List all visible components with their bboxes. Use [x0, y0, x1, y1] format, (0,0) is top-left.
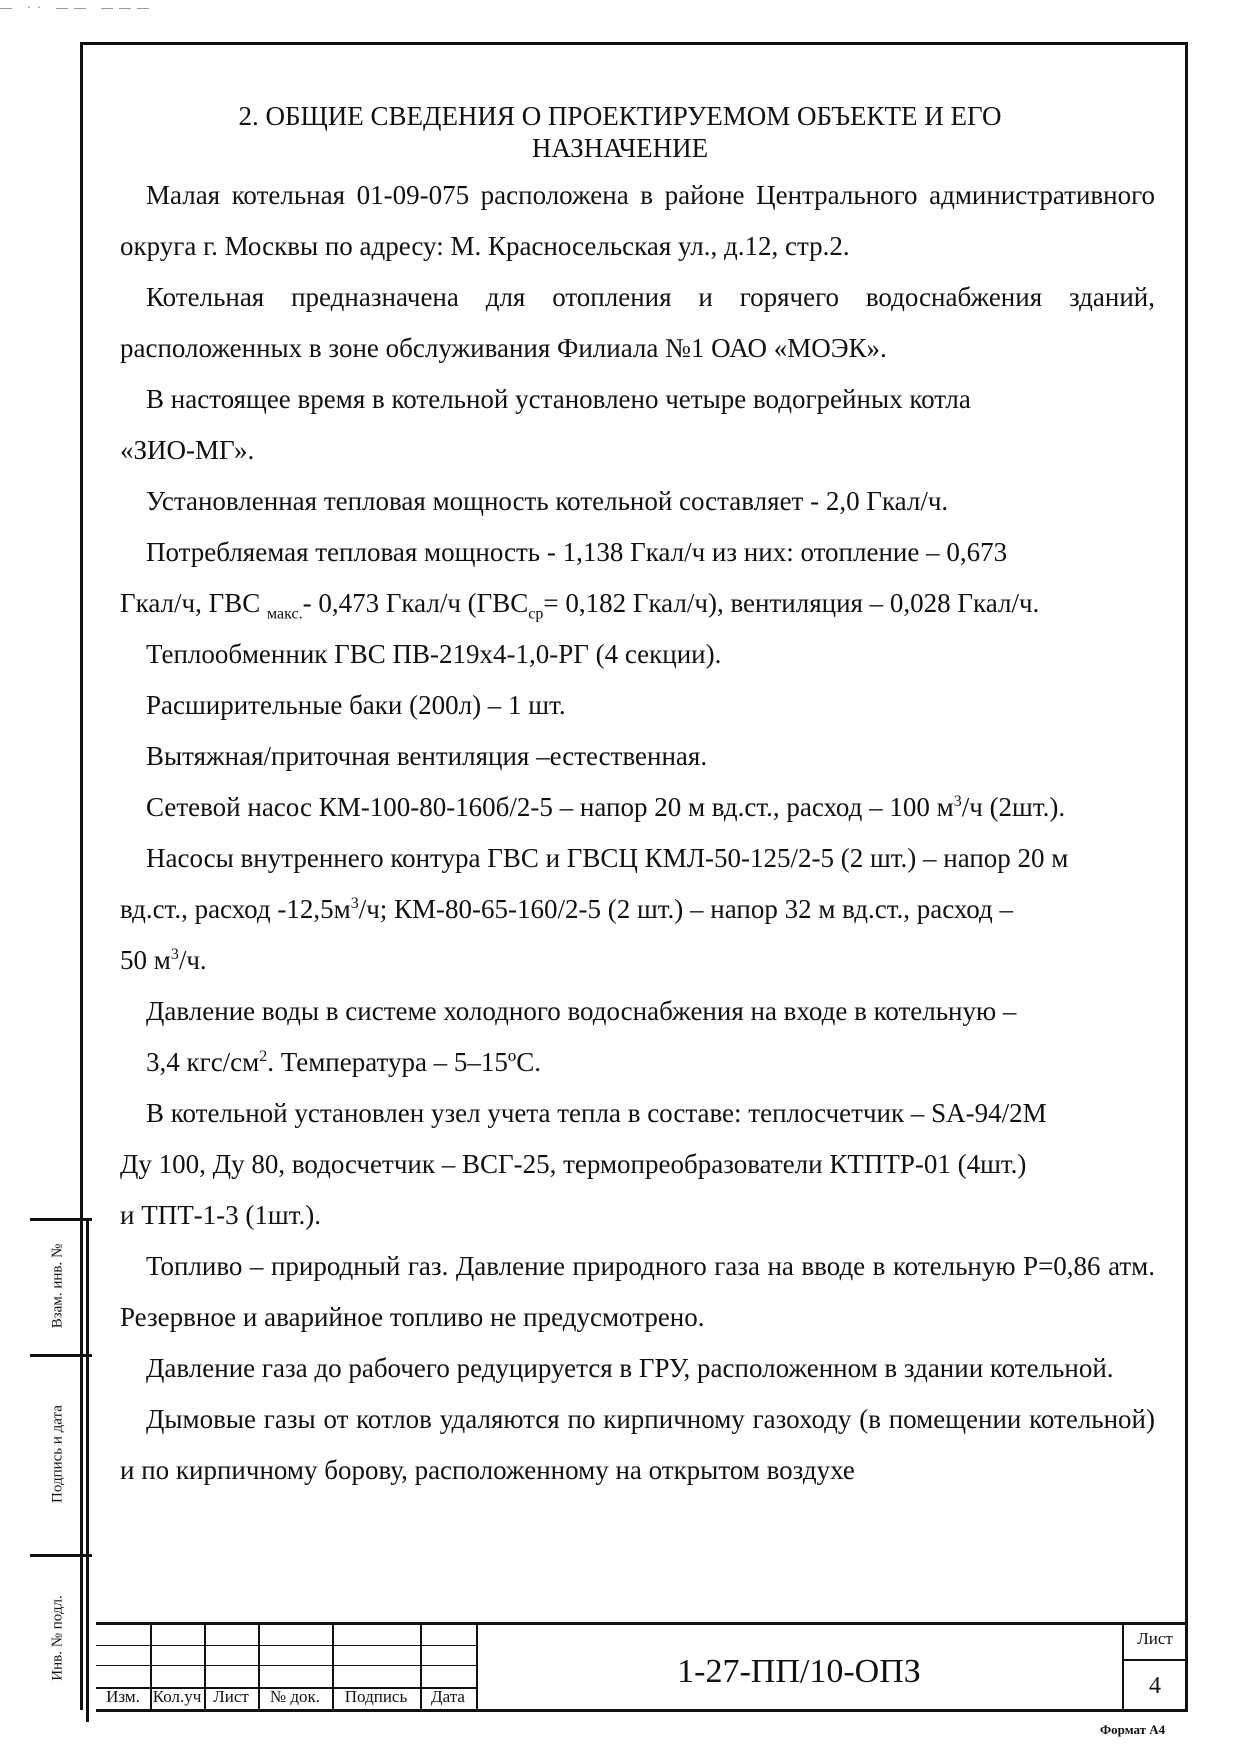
side-divider — [30, 1354, 92, 1357]
metering-line-3: и ТПТ-1-3 (1шт.). — [120, 1200, 321, 1230]
cold-water-line-1: Давление воды в системе холодного водоснабжения на входе в котельную – — [146, 996, 1017, 1026]
paragraph-gas-reduction: Давление газа до рабочего редуцируется в ГРУ, расположенном в здании котельной. — [146, 1353, 1114, 1383]
internal-pumps-line-3b: /ч. — [178, 945, 207, 975]
paragraph-metering — [120, 1088, 1155, 1241]
internal-pumps-line-2b: /ч; КМ-80-65-160/2-5 (2 шт.) – напор 32 м вд.ст., расход – — [358, 894, 1014, 924]
document-body — [120, 170, 1155, 1496]
sup-cubic-3: 3 — [170, 946, 179, 963]
sheet-number: 4 — [1149, 1673, 1161, 1699]
sup-cubic-1: 3 — [953, 793, 962, 810]
label-signature-date: Подпись и дата — [49, 1405, 66, 1503]
sub-avg: ср — [528, 605, 544, 623]
paragraph-expansion-tanks: Расширительные баки (200л) – 1 шт. — [146, 690, 566, 720]
sup-square: 2 — [259, 1048, 268, 1065]
label-replaced-inv: Взам. инв. № — [49, 1243, 66, 1329]
sheet-label: Лист — [1137, 1629, 1173, 1648]
paragraph-consumed-power — [120, 527, 1155, 629]
col-change: Изм. — [106, 1687, 140, 1706]
title-block — [96, 1622, 1188, 1712]
scan-marks: — ·· —— ——— — [0, 0, 155, 14]
stamp-row-line — [96, 1665, 476, 1666]
col-qty: Кол.уч — [152, 1687, 202, 1706]
heading-line-2: НАЗНАЧЕНИЕ — [531, 133, 709, 163]
network-pump-b: /ч (2шт.). — [961, 792, 1066, 822]
paragraph-network-pump — [120, 782, 1155, 833]
col-doc-no: № док. — [269, 1687, 321, 1706]
col-signature: Подпись — [344, 1687, 408, 1706]
internal-pumps-line-2a: вд.ст., расход -12,5м — [120, 894, 351, 924]
side-divider — [30, 1218, 92, 1221]
paragraph-flue-gases: Дымовые газы от котлов удаляются по кирпичному газоходу (в помещении котельной) и по кирпичному борову, расположенному на открытом воздухе — [120, 1404, 1155, 1485]
col-date: Дата — [431, 1687, 465, 1706]
stamp-sheet-divider — [1122, 1659, 1188, 1661]
cold-water-line-2a: 3,4 кгс/см — [146, 1047, 260, 1077]
side-signature-strip — [30, 1218, 90, 1722]
consumed-line-1: Потребляемая тепловая мощность - 1,138 Гкал/ч из них: отопление – 0,673 — [146, 537, 1008, 567]
metering-line-2: Ду 100, Ду 80, водосчетчик – ВСГ-25, термопреобразователи КТПТР-01 (4шт.) — [120, 1149, 1027, 1179]
paragraph-cold-water — [120, 986, 1155, 1088]
paragraph-installed-power: Установленная тепловая мощность котельной составляет - 2,0 Гкал/ч. — [146, 486, 949, 516]
internal-pumps-line-1: Насосы внутреннего контура ГВС и ГВСЦ КМЛ-50-125/2-5 (2 шт.) – напор 20 м — [146, 843, 1069, 873]
section-heading — [120, 100, 1120, 164]
document-code: 1-27-ПП/10-ОПЗ — [677, 1653, 921, 1690]
cold-water-line-2b: . Температура – 5–15ºС. — [267, 1047, 542, 1077]
boilers-line-2: «ЗИО-МГ». — [120, 435, 255, 465]
paragraph-internal-pumps — [120, 833, 1155, 986]
consumed-line-2c: = 0,182 Гкал/ч), вентиляция – 0,028 Гкал/ч. — [543, 588, 1040, 618]
metering-line-1: В котельной установлен узел учета тепла в составе: теплосчетчик – SA-94/2М — [146, 1098, 1047, 1128]
heading-line-1: 2. ОБЩИЕ СВЕДЕНИЯ О ПРОЕКТИРУЕМОМ ОБЪЕКТЕ И ЕГО — [238, 101, 1002, 131]
network-pump-a: Сетевой насос КМ-100-80-160б/2-5 – напор 20 м вд.ст., расход – 100 м — [146, 792, 954, 822]
paragraph-heat-exchanger: Теплообменник ГВС ПВ-219х4-1,0-РГ (4 секции). — [146, 639, 722, 669]
sup-cubic-2: 3 — [350, 895, 359, 912]
consumed-line-2a: Гкал/ч, ГВС — [120, 588, 267, 618]
paragraph-purpose: Котельная предназначена для отопления и горячего водоснабжения зданий, расположенных в зоне обслуживания Филиала №1 ОАО «МОЭК». — [120, 282, 1155, 363]
side-border — [86, 1218, 89, 1722]
col-sheet: Лист — [213, 1687, 249, 1706]
paragraph-fuel: Топливо – природный газ. Давление природного газа на вводе в котельную Р=0,86 атм. Резервное и аварийное топливо не предусмотрено. — [120, 1251, 1155, 1332]
paragraph-boilers — [120, 374, 1155, 476]
label-original-inv: Инв. № подл. — [49, 1595, 66, 1681]
paragraph-location: Малая котельная 01-09-075 расположена в районе Центрального административного округа г. Москвы по адресу: М. Красносельская ул., д.12, стр.2. — [120, 180, 1155, 261]
stamp-row-line — [96, 1645, 476, 1646]
sub-max: макс. — [266, 605, 303, 623]
consumed-line-2b: - 0,473 Гкал/ч (ГВС — [302, 588, 529, 618]
format-label: Формат А4 — [1100, 1722, 1166, 1737]
paragraph-ventilation: Вытяжная/приточная вентиляция –естественная. — [146, 741, 708, 771]
side-divider — [30, 1554, 92, 1557]
boilers-line-1: В настоящее время в котельной установлено четыре водогрейных котла — [146, 384, 971, 414]
internal-pumps-line-3a: 50 м — [120, 945, 171, 975]
